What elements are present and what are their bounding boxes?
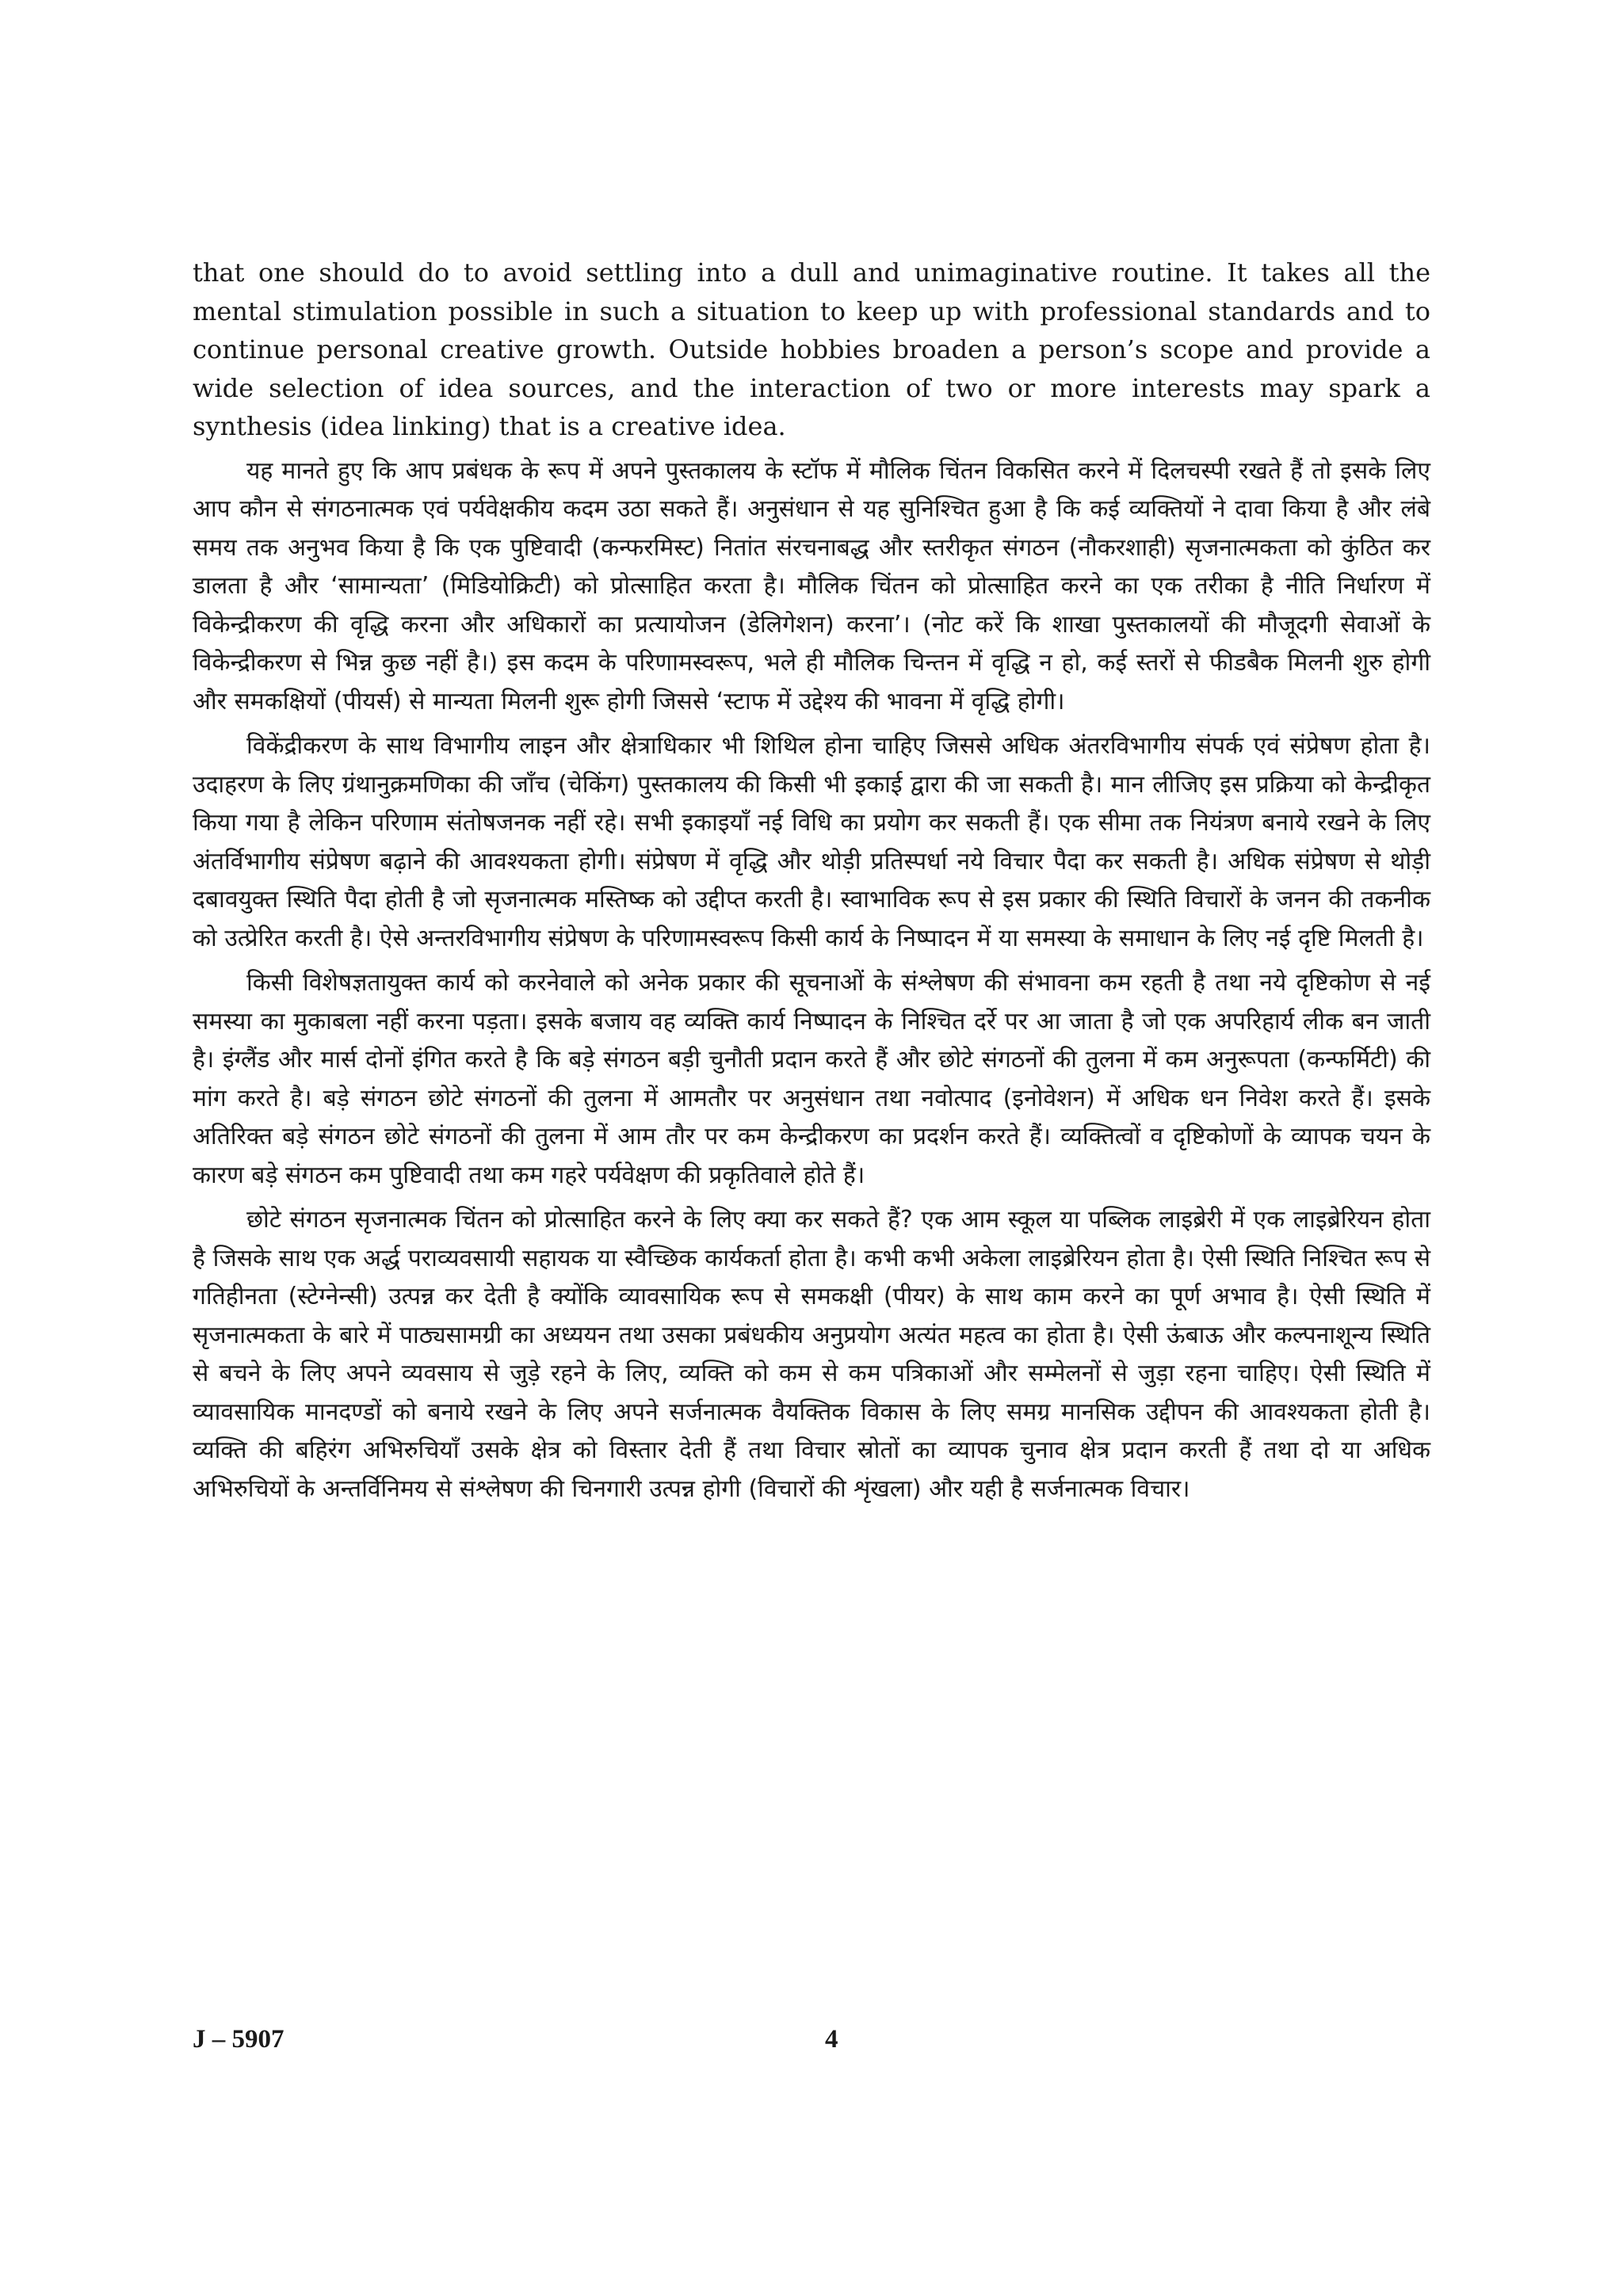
document-page	[193, 254, 1430, 1508]
paragraph-hindi-3: किसी विशेषज्ञतायुक्त कार्य को करनेवाले को अनेक प्रकार की सूचनाओं के संश्लेषण की संभावना कम रहती है तथा नये दृष्टिकोण से नई समस्या का मुकाबला नहीं करना पड़ता। इसके बजाय वह व्यक्ति कार्य निष्पादन के निश्चित दर्रे पर आ जाता है जो एक अपरिहार्य लीक बन जाती है। इंग्लैंड और मार्स दोनों इंगित करते है कि बड़े संगठन बड़ी चुनौती प्रदान करते हैं और छोटे संगठनों की तुलना में कम अनुरूपता (कन्फर्मिटी) की मांग करते है। बड़े संगठन छोटे संगठनों की तुलना में आमतौर पर अनुसंधान तथा नवोत्पाद (इनोवेशन) में अधिक धन निवेश करते हैं। इसके अतिरिक्त बड़े संगठन छोटे संगठनों की तुलना में आम तौर पर कम केन्द्रीकरण का प्रदर्शन करते हैं। व्यक्तित्वों व दृष्टिकोणों के व्यापक चयन के कारण बड़े संगठन कम पुष्टिवादी तथा कम गहरे पर्यवेक्षण की प्रकृतिवाले होते हैं।	[193, 969, 1430, 1189]
paragraph-hindi-4: छोटे संगठन सृजनात्मक चिंतन को प्रोत्साहित करने के लिए क्या कर सकते हैं? एक आम स्कूल या पब्लिक लाइब्रेरी में एक लाइब्रेरियन होता है जिसके साथ एक अर्द्ध पराव्यवसायी सहायक या स्वैच्छिक कार्यकर्ता होता है। कभी कभी अकेला लाइब्रेरियन होता है। ऐसी स्थिति निश्चित रूप से गतिहीनता (स्टेग्नेन्सी) उत्पन्न कर देती है क्योंकि व्यावसायिक रूप से समकक्षी (पीयर) के साथ काम करने का पूर्ण अभाव है। ऐसी स्थिति में सृजनात्मकता के बारे में पाठ्यसामग्री का अध्ययन तथा उसका प्रबंधकीय अनुप्रयोग अत्यंत महत्व का होता है। ऐसी ऊंबाऊ और कल्पनाशून्य स्थिति से बचने के लिए अपने व्यवसाय से जुड़े रहने के लिए, व्यक्ति को कम से कम पत्रिकाओं और सम्मेलनों से जुड़ा रहना चाहिए। ऐसी स्थिति में व्यावसायिक मानदण्डों को बनाये रखने के लिए अपने सर्जनात्मक वैयक्तिक विकास के लिए समग्र मानसिक उद्दीपन की आवश्यकता होती है। व्यक्ति की बहिरंग अभिरुचियाँ उसके क्षेत्र को विस्तार देती हैं तथा विचार स्रोतों का व्यापक चुनाव क्षेत्र प्रदान करती हैं तथा दो या अधिक अभिरुचियों के अन्तर्विनिमय से संश्लेषण की चिनगारी उत्पन्न होगी (विचारों की शृंखला) और यही है सर्जनात्मक विचार।	[193, 1206, 1430, 1503]
page-number: 4	[825, 2025, 838, 2054]
paper-code: J – 5907	[193, 2025, 285, 2054]
paragraph-hindi-1: यह मानते हुए कि आप प्रबंधक के रूप में अपने पुस्तकालय के स्टॉफ में मौलिक चिंतन विकसित करने में दिलचस्पी रखते हैं तो इसके लिए आप कौन से संगठनात्मक एवं पर्यवेक्षकीय कदम उठा सकते हैं। अनुसंधान से यह सुनिश्चित हुआ है कि कई व्यक्तियों ने दावा किया है और लंबे समय तक अनुभव किया है कि एक पुष्टिवादी (कन्फरमिस्ट) नितांत संरचनाबद्ध और स्तरीकृत संगठन (नौकरशाही) सृजनात्मकता को कुंठित कर डालता है और ‘सामान्यता’ (मिडियोक्रिटी) को प्रोत्साहित करता है। मौलिक चिंतन को प्रोत्साहित करने का एक तरीका है नीति निर्धारण में विकेन्द्रीकरण की वृद्धि करना और अधिकारों का प्रत्यायोजन (डेलिगेशन) करना’। (नोट करें कि शाखा पुस्तकालयों की मौजूदगी सेवाओं के विकेन्द्रीकरण से भिन्न कुछ नहीं है।) इस कदम के परिणामस्वरूप, भले ही मौलिक चिन्तन में वृद्धि न हो, कई स्तरों से फीडबैक मिलनी शुरु होगी और समकक्षियों (पीयर्स) से मान्यता मिलनी शुरू होगी जिससे ‘स्टाफ में उद्देश्य की भावना में वृद्धि होगी।	[193, 456, 1430, 715]
paragraph-english-continuation: that one should do to avoid settling into a dull and unimaginative routine. It takes all the mental stimulation possible in such a situation to keep up with professional standards and to continue personal creative growth. Outside hobbies broaden a person’s scope and provide a wide selection of idea sources, and the interaction of two or more interests may spark a synthesis (idea linking) that is a creative idea.	[193, 257, 1430, 441]
paragraph-hindi-2: विकेंद्रीकरण के साथ विभागीय लाइन और क्षेत्राधिकार भी शिथिल होना चाहिए जिससे अधिक अंतरविभागीय संपर्क एवं संप्रेषण होता है। उदाहरण के लिए ग्रंथानुक्रमणिका की जाँच (चेकिंग) पुस्तकालय की किसी भी इकाई द्वारा की जा सकती है। मान लीजिए इस प्रक्रिया को केन्द्रीकृत किया गया है लेकिन परिणाम संतोषजनक नहीं रहे। सभी इकाइयाँ नई विधि का प्रयोग कर सकती हैं। एक सीमा तक नियंत्रण बनाये रखने के लिए अंतर्विभागीय संप्रेषण बढ़ाने की आवश्यकता होगी। संप्रेषण में वृद्धि और थोड़ी प्रतिस्पर्धा नये विचार पैदा कर सकती है। अधिक संप्रेषण से थोड़ी दबावयुक्त स्थिति पैदा होती है जो सृजनात्मक मस्तिष्क को उद्दीप्त करती है। स्वाभाविक रूप से इस प्रकार की स्थिति विचारों के जनन की तकनीक को उत्प्रेरित करती है। ऐसे अन्तरविभागीय संप्रेषण के परिणामस्वरूप किसी कार्य के निष्पादन में या समस्या के समाधान के लिए नई दृष्टि मिलती है।	[193, 732, 1430, 952]
page-footer	[193, 2025, 1430, 2057]
